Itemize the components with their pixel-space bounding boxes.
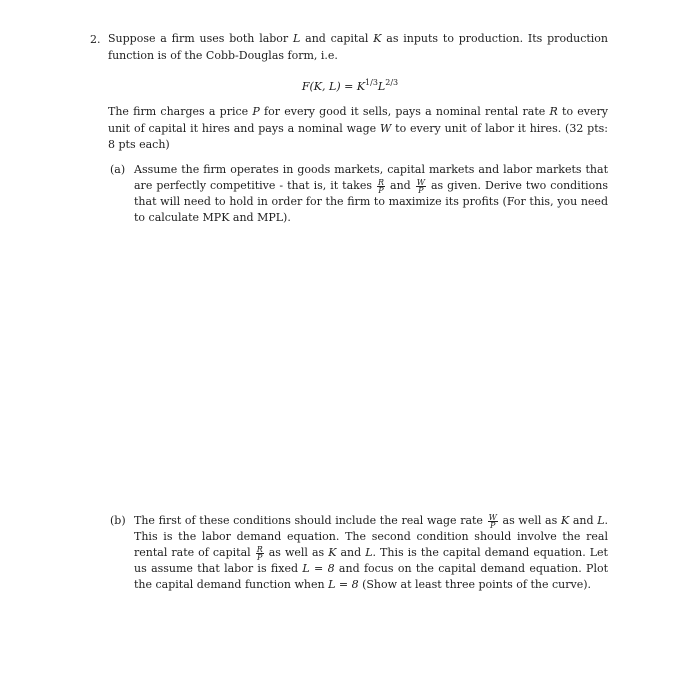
intro-text: and capital [300,32,374,45]
intro-text: as inputs to production. Its production function is of the Cobb-Douglas form, i.e. [108,32,608,62]
part-b-text: The first of these conditions should include the real wage rate [134,514,483,527]
fraction-numerator: R [377,177,385,187]
formula-lhs: F(K, L) = K [301,80,366,93]
question-description [108,104,608,154]
var-l: L [597,514,605,527]
desc-text: to every unit of capital it hires and pays a nominal wage [108,105,608,135]
var-p: P [252,105,260,118]
desc-text: for every good it sells, pays a nominal rental rate [259,105,550,118]
part-b-text: . This is the labor demand equation. The second condition should involve the real rental rate of capital [134,514,609,559]
fraction-denominator: P [490,520,496,530]
var-w: W [380,121,392,135]
and-text: and [572,514,594,527]
fraction-w-over-p [488,514,498,529]
var-k: K [560,514,570,527]
and-text: and [340,546,362,559]
var-r: R [549,105,558,118]
var-l: L [293,32,301,45]
part-b-label: (b) [110,514,126,527]
fraction-numerator: R [256,544,263,554]
part-b-text: . This is the capital demand equation. Let us assume that labor is fixed [134,546,608,575]
exponent-capital: 1/3 [365,78,378,87]
production-function [0,74,700,96]
fraction-denominator: P [418,185,424,195]
part-a-text-2: as given. Derive two conditions that will need to hold in order for the firm to maximize its profits (For this, you need to calculate MPK and MPL). [134,179,608,224]
var-k: K [373,32,382,45]
desc-text: to every unit of labor it hires. (32 pts: 8 pts each) [108,121,608,151]
equation-l-equals-8: L = 8 [302,562,335,575]
fraction-w-over-p [416,179,426,194]
fraction-denominator: P [257,552,263,562]
part-b-text: as well as [502,514,558,527]
formula-labor: L [377,80,386,93]
fraction-r-over-p [256,546,264,561]
var-k: K [328,546,337,559]
part-b-text: and focus on the capital demand equation. Plot the capital demand function when [134,562,609,591]
part-b-text: (Show at least three points of the curve). [362,578,592,591]
part-a-label: (a) [110,163,126,176]
and-text: and [390,179,411,192]
intro-text: Suppose a firm uses both labor [108,32,294,45]
fraction-denominator: P [378,185,384,195]
part-a-text [134,162,608,226]
fraction-r-over-p [377,179,385,194]
part-b-text [134,513,608,593]
fraction-numerator: W [488,512,497,522]
equation-l-equals-8: L = 8 [328,578,359,591]
part-b-text: as well as [268,546,325,559]
part-a-text-1: Assume the firm operates in goods markets, capital markets and labor markets that are perfectly competitive - that is, it takes [134,163,608,192]
var-l: L [365,546,373,559]
desc-text: The firm charges a price [108,105,253,118]
fraction-numerator: W [416,177,425,187]
question-number: 2. [90,33,101,46]
exponent-labor: 2/3 [385,78,399,87]
question-intro [108,31,608,64]
